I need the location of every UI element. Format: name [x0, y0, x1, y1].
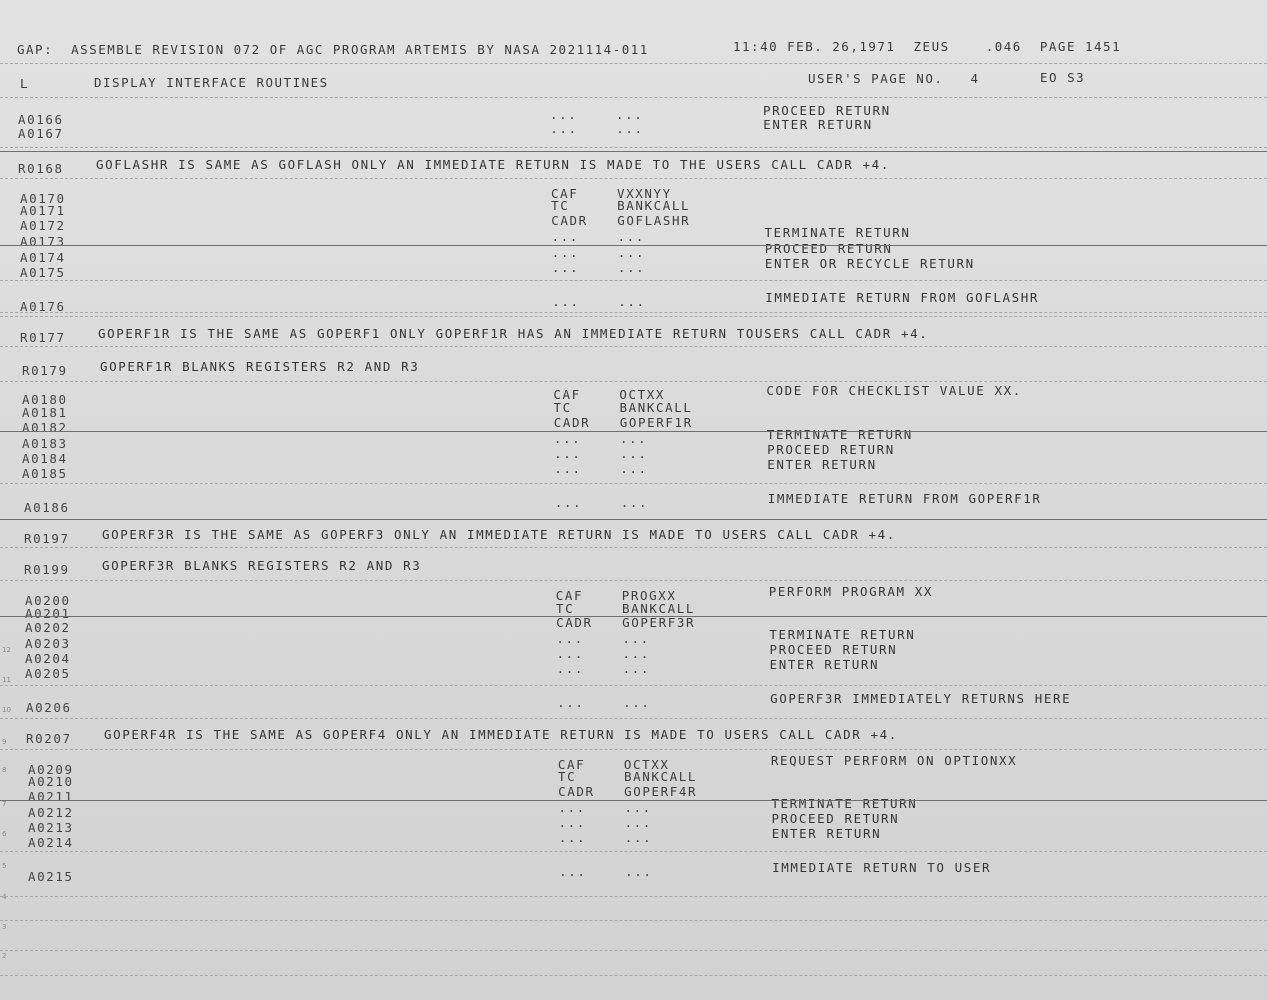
line-number: R0168 — [18, 161, 64, 176]
opcode: CAF — [553, 387, 581, 402]
line-number: A0175 — [20, 265, 66, 280]
operand: GOPERF1R — [619, 415, 693, 430]
rule — [0, 97, 1267, 98]
line-number: A0172 — [20, 218, 66, 233]
opcode: ... — [559, 864, 587, 879]
edge-mark: 11 — [2, 676, 11, 684]
opcode: TC — [551, 198, 570, 213]
opcode: ... — [556, 631, 584, 646]
line-number: A0183 — [22, 436, 68, 451]
opcode: CADR — [556, 615, 593, 630]
operand: ... — [617, 229, 645, 244]
remark-text: GOFLASHR IS SAME AS GOFLASH ONLY AN IMMEDIATE RETURN IS MADE TO THE USERS CALL CADR +4. — [96, 157, 890, 172]
comment-text: PROCEED RETURN — [763, 103, 891, 118]
operand: ... — [622, 646, 650, 661]
line-number: A0206 — [26, 700, 72, 715]
operand: BANKCALL — [621, 601, 695, 616]
operand: ... — [622, 631, 650, 646]
comment-text: ENTER RETURN — [771, 826, 882, 841]
line-number: R0179 — [22, 363, 68, 378]
opcode: ... — [551, 229, 579, 244]
remark-text: GOPERF4R IS THE SAME AS GOPERF4 ONLY AN IMMEDIATE RETURN IS MADE TO USERS CALL CADR +4. — [104, 727, 898, 742]
rule — [0, 975, 1267, 976]
operand: ... — [624, 800, 652, 815]
opcode: CADR — [553, 415, 591, 430]
operand: GOPERF3R — [622, 615, 696, 630]
section-title: DISPLAY INTERFACE ROUTINES — [94, 75, 329, 90]
line-number: A0201 — [25, 606, 71, 621]
line-number: A0210 — [28, 774, 74, 789]
opcode: TC — [553, 400, 572, 415]
line-number: A0173 — [20, 234, 66, 249]
opcode: CADR — [558, 784, 595, 799]
line-number: A0213 — [28, 820, 74, 835]
operand: ... — [617, 260, 646, 275]
rule — [0, 718, 1267, 719]
rule — [0, 431, 1267, 432]
comment-text: ENTER RETURN — [769, 657, 880, 672]
operand: BANKCALL — [617, 198, 691, 213]
opcode: TC — [555, 601, 575, 616]
line-number: A0186 — [24, 500, 70, 515]
comment-text: ENTER OR RECYCLE RETURN — [764, 256, 975, 271]
line-number: A0200 — [25, 593, 71, 608]
listing-header-left: GAP: ASSEMBLE REVISION 072 OF AGC PROGRAM ARTEMIS BY NASA 2021114-011 — [17, 42, 649, 57]
rule — [0, 920, 1267, 921]
remark-text: GOPERF3R BLANKS REGISTERS R2 AND R3 — [102, 558, 422, 573]
operand: GOPERF4R — [624, 784, 698, 799]
edge-mark: 10 — [2, 706, 11, 714]
opcode: CAF — [557, 757, 586, 772]
line-number: A0211 — [28, 789, 74, 804]
listing-header-right: 11:40 FEB. 26,1971 ZEUS .046 PAGE 1451 — [733, 39, 1122, 54]
operand: VXXNYY — [616, 186, 672, 201]
opcode: ... — [556, 646, 584, 661]
line-number: A0182 — [22, 420, 68, 435]
line-number: A0202 — [25, 620, 71, 635]
opcode: CAF — [555, 588, 584, 603]
edge-mark: 6 — [2, 830, 7, 838]
opcode: CAF — [550, 186, 579, 201]
edge-mark: 5 — [2, 862, 7, 870]
operand: BANKCALL — [619, 400, 693, 415]
opcode: ... — [553, 431, 582, 446]
comment-text: REQUEST PERFORM ON OPTIONXX — [770, 753, 1018, 768]
rule — [0, 483, 1267, 484]
remark-text: GOPERF1R BLANKS REGISTERS R2 AND R3 — [100, 359, 420, 374]
opcode: ... — [550, 121, 578, 136]
line-number: A0215 — [28, 869, 74, 884]
operand: ... — [619, 431, 648, 446]
line-number: R0199 — [24, 562, 70, 577]
line-number: A0204 — [25, 651, 71, 666]
opcode: ... — [558, 830, 587, 845]
line-number: R0207 — [26, 731, 72, 746]
edge-mark: 7 — [2, 800, 7, 808]
comment-text: IMMEDIATE RETURN TO USER — [772, 860, 992, 875]
rule — [0, 896, 1267, 897]
line-number: A0184 — [22, 451, 68, 466]
opcode: TC — [557, 769, 577, 784]
opcode: ... — [551, 260, 580, 275]
rule — [0, 800, 1267, 801]
operand: ... — [616, 107, 644, 122]
comment-text: IMMEDIATE RETURN FROM GOPERF1R — [767, 491, 1042, 506]
line-number: A0209 — [28, 762, 74, 777]
line-number: A0214 — [28, 835, 74, 850]
rule — [0, 280, 1267, 281]
rule — [0, 519, 1267, 520]
comment-text: PROCEED RETURN — [767, 442, 895, 457]
operand: BANKCALL — [623, 769, 697, 784]
edge-mark: 3 — [2, 923, 7, 931]
remark-text: GOPERF1R IS THE SAME AS GOPERF1 ONLY GOPERF1R HAS AN IMMEDIATE RETURN TOUSERS CALL CADR +4. — [98, 326, 929, 341]
comment-text: IMMEDIATE RETURN FROM GOFLASHR — [765, 290, 1040, 305]
opcode: ... — [552, 294, 580, 309]
rule — [0, 63, 1267, 64]
operand: PROGXX — [621, 588, 677, 603]
operand: ... — [625, 864, 653, 879]
line-number: A0203 — [25, 636, 71, 651]
line-number: A0181 — [22, 405, 68, 420]
comment-text: TERMINATE RETURN — [766, 427, 913, 442]
opcode: ... — [557, 695, 585, 710]
operand: ... — [623, 695, 651, 710]
rule — [0, 346, 1267, 347]
operand: ... — [618, 294, 646, 309]
comment-text: PERFORM PROGRAM XX — [768, 584, 934, 599]
opcode: ... — [554, 461, 582, 476]
rule — [0, 685, 1267, 686]
eo-code: EO S3 — [1040, 70, 1086, 85]
edge-mark: 8 — [2, 766, 7, 774]
rule — [0, 178, 1267, 179]
line-number: A0185 — [22, 466, 68, 481]
line-number: A0171 — [20, 203, 66, 218]
opcode: ... — [554, 495, 583, 510]
line-number: R0177 — [20, 330, 66, 345]
rule — [0, 950, 1267, 951]
opcode: CADR — [551, 213, 588, 228]
operand: OCTXX — [619, 387, 666, 402]
comment-text: GOPERF3R IMMEDIATELY RETURNS HERE — [770, 691, 1072, 706]
rule — [0, 381, 1267, 382]
line-number: R0197 — [24, 531, 70, 546]
comment-text: TERMINATE RETURN — [769, 627, 916, 642]
rule — [0, 312, 1267, 313]
operand: ... — [620, 446, 648, 461]
line-number: A0176 — [20, 299, 66, 314]
operand: ... — [620, 461, 648, 476]
rule — [0, 151, 1267, 152]
comment-text: CODE FOR CHECKLIST VALUE XX. — [766, 383, 1022, 398]
comment-text: PROCEED RETURN — [771, 811, 900, 826]
opcode: ... — [558, 815, 586, 830]
rule — [0, 851, 1267, 852]
rule — [0, 316, 1267, 317]
line-number: A0166 — [18, 112, 64, 127]
operand: ... — [624, 830, 653, 845]
edge-mark: 12 — [2, 646, 11, 654]
line-number: A0174 — [20, 250, 66, 265]
operand: ... — [620, 495, 649, 510]
line-number: A0167 — [18, 126, 64, 141]
operand: ... — [616, 121, 644, 136]
line-number: A0212 — [28, 805, 74, 820]
line-number: A0205 — [25, 666, 71, 681]
opcode: ... — [551, 245, 580, 260]
operand: GOFLASHR — [617, 213, 691, 228]
operand: ... — [617, 245, 646, 260]
comment-text: PROCEED RETURN — [764, 241, 893, 256]
line-number: A0180 — [22, 392, 68, 407]
opcode: ... — [556, 661, 585, 676]
opcode: ... — [558, 800, 586, 815]
operand: ... — [622, 661, 651, 676]
rule — [0, 580, 1267, 581]
comment-text: PROCEED RETURN — [769, 642, 898, 657]
section-marker: L — [20, 76, 30, 91]
line-number: A0170 — [20, 191, 66, 206]
comment-text: ENTER RETURN — [767, 457, 877, 472]
opcode: ... — [554, 446, 582, 461]
comment-text: TERMINATE RETURN — [764, 225, 911, 240]
opcode: ... — [550, 107, 578, 122]
edge-mark: 9 — [2, 738, 7, 746]
comment-text: TERMINATE RETURN — [771, 796, 918, 811]
rule — [0, 147, 1267, 148]
rule — [0, 749, 1267, 750]
users-page-number: USER'S PAGE NO. 4 — [808, 71, 980, 86]
rule — [0, 547, 1267, 548]
comment-text: ENTER RETURN — [763, 117, 873, 132]
edge-mark: 4 — [2, 893, 7, 901]
operand: ... — [624, 815, 652, 830]
rule — [0, 616, 1267, 617]
operand: OCTXX — [623, 757, 670, 772]
edge-mark: 2 — [2, 952, 7, 960]
remark-text: GOPERF3R IS THE SAME AS GOPERF3 ONLY AN IMMEDIATE RETURN IS MADE TO USERS CALL CADR +4. — [102, 527, 896, 542]
rule — [0, 245, 1267, 246]
